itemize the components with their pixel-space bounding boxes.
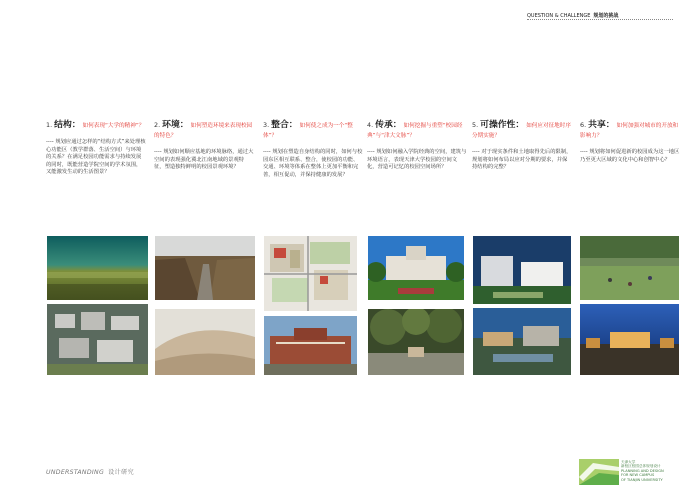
column-name: 可操作性： xyxy=(480,120,525,130)
column-title: 4. 传承： 如何挖掘与重塑“校园经典”与“津大文脉”？ xyxy=(367,120,463,139)
column-description: ---- 规划应通过怎样的“结构方式”来处理核心功能区（教学群落、生活空间）与环境的关系？在满足校园功能需求与持续发展的同时，既能营造学院空间的学术氛围，又能激发生动的生活图景？ xyxy=(46,139,146,176)
photo-aerial-sky xyxy=(47,236,148,300)
challenge-environment xyxy=(154,121,254,172)
column-title: 6. 共享： 如何加强对城市的开放和影响力？ xyxy=(580,120,679,139)
photo-sand-dune xyxy=(155,309,255,375)
logo-mark-icon xyxy=(579,459,619,485)
photo-campus-aerial-evening xyxy=(473,308,571,375)
column-description: ---- 规划如何融入学院经典的空间，建筑与环境语言，表现天津大学校园的空间文化，营造可记忆的校园空间场所？ xyxy=(367,149,467,171)
challenge-structure xyxy=(46,121,146,177)
column-description: ---- 规划将如何促进新的校园成为这一地区乃至更大区域的文化中心和创智中心？ xyxy=(580,149,680,163)
challenge-sharing xyxy=(580,121,680,164)
column-title: 3. 整合： 如何使之成为一个“整体”？ xyxy=(263,120,353,139)
column-question: 如何塑造环境来表现校园的特色？ xyxy=(154,123,253,139)
page-header xyxy=(527,12,673,19)
column-description: ---- 规划在塑造自身结构的同时，如何与校园东区相互联系、整合，使校园的功能、交通、环境等体系在整体上更加平衡和完善，相互促动，并保持健康的发展？ xyxy=(263,149,363,178)
university-logo xyxy=(579,459,669,485)
column-description: ---- 规划如何顺应基地的环境脉络，通过大空间的表现强化冀北江南地域的景观特征，塑造独特鲜明的校园景观环境？ xyxy=(154,149,254,171)
column-description: ---- 对于现实条件和土地取得先后的限制，规划将如何布局以应对分期的要求，并保持结构的完整？ xyxy=(472,149,572,171)
challenge-integration xyxy=(263,121,363,179)
header-cn: 规划的挑战 xyxy=(593,13,619,19)
photo-campus-lawn xyxy=(580,236,679,300)
footer-en: UNDERSTANDING xyxy=(46,469,105,476)
logo-text: 天津大学 新校区校园总体规划设计 PLANNING AND DESIGN FOR NEW CAMPUS OF TIANJIN UNIVERSITY xyxy=(621,460,664,482)
column-question: 如何表现“大学的精神”？ xyxy=(82,123,145,129)
column-question: 如何使之成为一个“整体”？ xyxy=(263,123,353,139)
photo-tree-avenue xyxy=(368,309,464,375)
column-name: 共享： xyxy=(588,120,615,130)
column-name: 传承： xyxy=(375,120,402,130)
column-question: 如何加强对城市的开放和影响力？ xyxy=(580,123,679,139)
column-name: 整合： xyxy=(271,120,298,130)
footer-cn: 设计研究 xyxy=(108,469,134,476)
column-name: 结构： xyxy=(54,120,81,130)
column-question: 如何应对征地时序分期实施？ xyxy=(472,123,571,139)
photo-modern-architecture xyxy=(473,236,571,304)
header-en: QUESTION & CHALLENGE xyxy=(527,13,591,19)
photo-reed-creek xyxy=(155,236,255,300)
challenge-heritage xyxy=(367,121,467,172)
challenge-operability xyxy=(472,121,572,172)
column-title: 1. 结构： 如何表现“大学的精神”？ xyxy=(46,120,145,130)
photo-night-plaza xyxy=(580,304,679,375)
column-question: 如何挖掘与重塑“校园经典”与“津大文脉”？ xyxy=(367,123,463,139)
footer-section-label xyxy=(46,467,134,476)
photo-historic-building xyxy=(264,316,357,375)
header-divider xyxy=(527,19,673,20)
column-title: 5. 可操作性： 如何应对征地时序分期实施？ xyxy=(472,120,571,139)
column-title: 2. 环境： 如何塑造环境来表现校园的特色？ xyxy=(154,120,253,139)
photo-campus-map xyxy=(264,236,357,311)
photo-main-building xyxy=(368,236,464,300)
column-name: 环境： xyxy=(162,120,189,130)
photo-model-aerial xyxy=(47,304,148,375)
